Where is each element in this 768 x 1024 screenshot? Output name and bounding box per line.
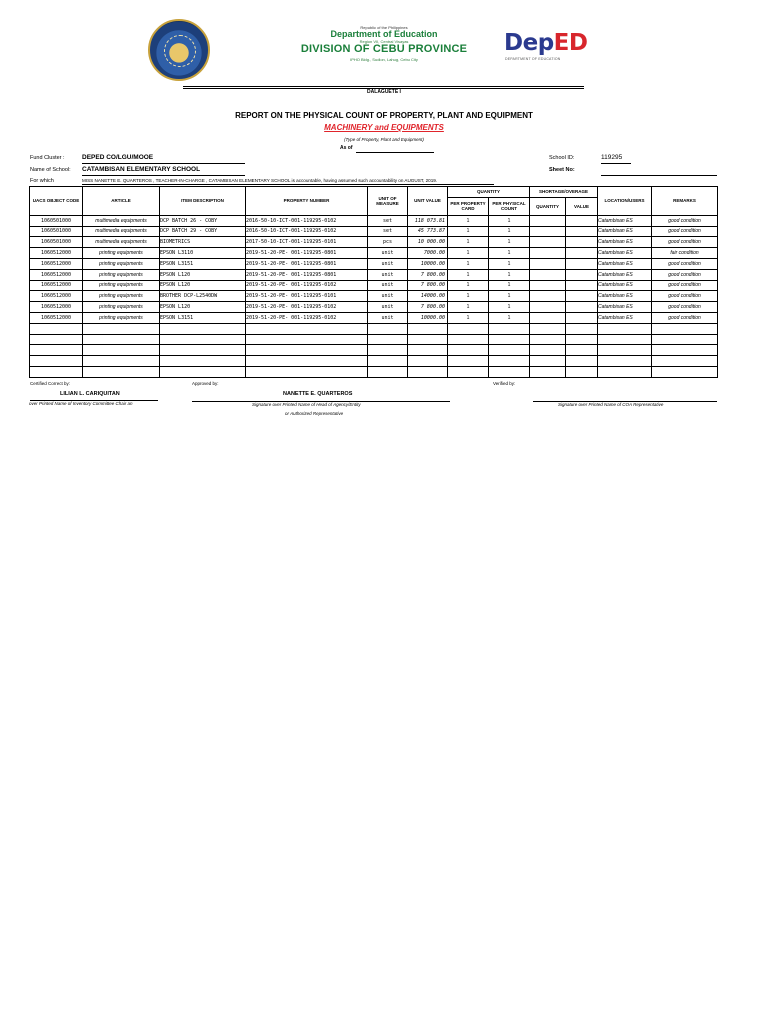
cell-shortage-quantity — [530, 269, 566, 280]
school-name-label: Name of School: — [30, 167, 71, 173]
cell-location: Catambisan ES — [598, 248, 652, 259]
accountability-statement: MISS NANETTE E. QUARTEROS , TEACHER-IN-CHARGE , CATAMBISAN ELEMENTARY SCHOOL is accountable, having assumed such accountability on AUGUST, 2019. — [82, 178, 438, 183]
cell-per-property-card: 1 — [448, 237, 489, 248]
cell-per-physical-count: 1 — [489, 226, 530, 237]
cell-per-property-card — [448, 345, 489, 356]
col-unit-value: UNIT VALUE — [408, 187, 448, 216]
verified-label: Verified by: — [493, 381, 516, 386]
accountability-underline — [82, 184, 494, 185]
cell-property-number: 2019-51-20-PE- 001-119295-0102 — [246, 312, 368, 323]
cell-shortage-value — [566, 291, 598, 302]
cell-article: printing equipments — [83, 248, 160, 259]
cell-per-physical-count: 1 — [489, 291, 530, 302]
col-remarks: REMARKS — [652, 187, 718, 216]
cell-uacs: 1060512000 — [30, 280, 83, 291]
cell-item-description — [160, 334, 246, 345]
cell-unit — [368, 366, 408, 377]
cell-property-number — [246, 323, 368, 334]
sheet-no-underline — [601, 175, 717, 176]
cell-unit-value: 14000.00 — [408, 291, 448, 302]
cell-unit — [368, 345, 408, 356]
cell-per-property-card: 1 — [448, 258, 489, 269]
division-name: DIVISION OF CEBU PROVINCE — [300, 43, 468, 55]
cell-per-property-card — [448, 366, 489, 377]
cell-unit-value: 7 800.00 — [408, 280, 448, 291]
cell-shortage-quantity — [530, 258, 566, 269]
cell-remarks: good condition — [652, 280, 718, 291]
cell-unit-value — [408, 356, 448, 367]
cell-property-number: 2019-51-20-PE- 001-119295-0101 — [246, 291, 368, 302]
blank-row — [30, 334, 718, 345]
cell-unit — [368, 356, 408, 367]
sheet-no-label: Sheet No: — [549, 167, 575, 173]
cell-shortage-value — [566, 237, 598, 248]
cell-shortage-value — [566, 269, 598, 280]
cell-article: printing equipments — [83, 258, 160, 269]
header-rule — [183, 86, 584, 87]
cell-location: Catambisan ES — [598, 215, 652, 226]
cell-property-number: 2017-50-10-ICT-001-119295-0101 — [246, 237, 368, 248]
cell-shortage-value — [566, 226, 598, 237]
cell-article: printing equipments — [83, 280, 160, 291]
verified-caption: Signature over Printed Name of COA Representative — [558, 402, 664, 407]
cell-article — [83, 323, 160, 334]
cell-uacs: 1060512000 — [30, 258, 83, 269]
for-which-label: For which — [30, 178, 54, 184]
cell-uacs — [30, 323, 83, 334]
col-quantity: QUANTITY — [448, 187, 530, 198]
republic-label: Republic of the Philippines — [360, 25, 408, 30]
cell-remarks: good condition — [652, 312, 718, 323]
fund-cluster-value: DEPED CO/LGU/MOOE — [82, 154, 154, 161]
deped-logo — [504, 30, 587, 56]
blank-row — [30, 345, 718, 356]
cell-uacs: 1060512000 — [30, 302, 83, 313]
region-label: Region VII, Central Visayas — [359, 39, 409, 44]
cell-unit-value: 7 800.00 — [408, 302, 448, 313]
approved-caption-1: Signature over Printed Name of Head of Agency/Entity — [252, 402, 361, 407]
deped-logo-part-b: ED — [553, 30, 588, 56]
cell-article: multimedia equipments — [83, 237, 160, 248]
cell-unit-value — [408, 345, 448, 356]
cell-per-property-card — [448, 323, 489, 334]
school-name-underline — [82, 175, 245, 176]
cell-remarks — [652, 366, 718, 377]
table-row — [30, 302, 718, 313]
cell-remarks: good condition — [652, 215, 718, 226]
cell-uacs: 1060512000 — [30, 269, 83, 280]
cell-shortage-quantity — [530, 302, 566, 313]
cell-unit-value: 10 000.00 — [408, 237, 448, 248]
cell-shortage-value — [566, 312, 598, 323]
cell-shortage-value — [566, 356, 598, 367]
cell-article: multimedia equipments — [83, 215, 160, 226]
cell-location — [598, 334, 652, 345]
cell-article — [83, 356, 160, 367]
cell-property-number — [246, 334, 368, 345]
cell-unit: set — [368, 226, 408, 237]
cell-per-property-card: 1 — [448, 226, 489, 237]
col-per-property-card: PER PROPERTY CARD — [448, 197, 489, 215]
as-of-line — [356, 152, 434, 153]
cell-unit-value: 118 073.81 — [408, 215, 448, 226]
table-row — [30, 312, 718, 323]
cell-uacs — [30, 334, 83, 345]
col-item-description: ITEM DESCRIPTION — [160, 187, 246, 216]
cell-uacs: 1060501000 — [30, 226, 83, 237]
cell-uacs: 1060512000 — [30, 312, 83, 323]
cell-unit-value: 7000.00 — [408, 248, 448, 259]
cell-unit: pcs — [368, 237, 408, 248]
cell-shortage-quantity — [530, 345, 566, 356]
school-id-label: School ID: — [549, 155, 575, 161]
cell-per-physical-count: 1 — [489, 280, 530, 291]
cell-property-number: 2016-50-10-ICT-001-119295-0102 — [246, 215, 368, 226]
cell-remarks — [652, 323, 718, 334]
cell-unit-value: 10000.00 — [408, 312, 448, 323]
cell-shortage-quantity — [530, 237, 566, 248]
cell-remarks: good condition — [652, 291, 718, 302]
cell-remarks: good condition — [652, 269, 718, 280]
cell-item-description — [160, 356, 246, 367]
report-title: REPORT ON THE PHYSICAL COUNT OF PROPERTY, PLANT AND EQUIPMENT — [235, 111, 533, 120]
table-row — [30, 291, 718, 302]
cell-per-physical-count — [489, 356, 530, 367]
cell-location: Catambisan ES — [598, 280, 652, 291]
cell-property-number: 2016-50-10-ICT-001-119295-0102 — [246, 226, 368, 237]
cell-item-description: EPSON L3151 — [160, 312, 246, 323]
cell-per-physical-count: 1 — [489, 302, 530, 313]
cell-per-physical-count: 1 — [489, 269, 530, 280]
cell-per-property-card: 1 — [448, 280, 489, 291]
cell-shortage-quantity — [530, 356, 566, 367]
fund-cluster-underline — [82, 163, 245, 164]
cell-unit: unit — [368, 248, 408, 259]
cell-per-property-card: 1 — [448, 215, 489, 226]
ppe-type: MACHINERY and EQUIPMENTS — [324, 123, 444, 132]
cell-property-number: 2019-51-20-PE- 001-119295-0801 — [246, 269, 368, 280]
approved-label: Approved by: — [192, 381, 219, 386]
cell-unit: unit — [368, 291, 408, 302]
certified-caption: over Printed Name of Inventory Committee Chair an — [29, 401, 133, 406]
cell-remarks: good condition — [652, 258, 718, 269]
cell-property-number: 2019-51-20-PE- 001-119295-0801 — [246, 258, 368, 269]
cell-uacs: 1060512000 — [30, 291, 83, 302]
inventory-table — [29, 186, 718, 378]
cell-location — [598, 345, 652, 356]
col-shortage-value: VALUE — [566, 197, 598, 215]
cell-item-description — [160, 323, 246, 334]
ppe-type-caption: (Type of Property, Plant and Equipment) — [344, 137, 424, 142]
cell-per-property-card: 1 — [448, 248, 489, 259]
cell-location: Catambisan ES — [598, 269, 652, 280]
approved-name: NANETTE E. QUARTEROS — [283, 391, 353, 397]
cell-unit — [368, 334, 408, 345]
cell-article: printing equipments — [83, 291, 160, 302]
cell-item-description: BROTHER DCP-L2540DW — [160, 291, 246, 302]
cell-unit: unit — [368, 269, 408, 280]
cell-shortage-value — [566, 345, 598, 356]
cell-per-property-card: 1 — [448, 291, 489, 302]
cell-per-property-card: 1 — [448, 302, 489, 313]
cell-unit-value — [408, 366, 448, 377]
cell-property-number — [246, 356, 368, 367]
cell-property-number — [246, 366, 368, 377]
cell-shortage-value — [566, 248, 598, 259]
cell-property-number — [246, 345, 368, 356]
approved-caption-2: or Authorized Representative — [285, 411, 344, 416]
cell-item-description: EPSON L120 — [160, 269, 246, 280]
cell-unit: unit — [368, 312, 408, 323]
cell-uacs — [30, 366, 83, 377]
school-id-value: 119295 — [601, 154, 623, 161]
cell-item-description: EPSON L3110 — [160, 248, 246, 259]
cell-shortage-value — [566, 302, 598, 313]
table-row — [30, 258, 718, 269]
cell-unit-value: 10000.00 — [408, 258, 448, 269]
cell-per-physical-count: 1 — [489, 312, 530, 323]
blank-row — [30, 356, 718, 367]
district-name: DALAGUETE I — [367, 89, 401, 95]
cell-shortage-quantity — [530, 226, 566, 237]
cell-unit: set — [368, 215, 408, 226]
cell-unit-value — [408, 323, 448, 334]
table-row — [30, 269, 718, 280]
cell-shortage-quantity — [530, 323, 566, 334]
cell-per-property-card: 1 — [448, 269, 489, 280]
cell-per-physical-count: 1 — [489, 237, 530, 248]
department-name: Department of Education — [330, 29, 438, 39]
cell-shortage-value — [566, 334, 598, 345]
col-property-number: PROPERTY NUMBER — [246, 187, 368, 216]
table-row — [30, 237, 718, 248]
cell-article — [83, 366, 160, 377]
cell-shortage-quantity — [530, 280, 566, 291]
cell-shortage-value — [566, 323, 598, 334]
cell-shortage-quantity — [530, 215, 566, 226]
cell-shortage-quantity — [530, 248, 566, 259]
cell-location — [598, 323, 652, 334]
cell-item-description: BIOMETRICS — [160, 237, 246, 248]
cell-per-physical-count — [489, 345, 530, 356]
cell-article — [83, 345, 160, 356]
cell-item-description: DCP BATCH 26 - COBY — [160, 215, 246, 226]
cell-remarks: good condition — [652, 226, 718, 237]
cell-location: Catambisan ES — [598, 226, 652, 237]
cell-property-number: 2019-51-20-PE- 001-119295-0801 — [246, 248, 368, 259]
cell-shortage-quantity — [530, 334, 566, 345]
cell-remarks — [652, 356, 718, 367]
cell-location: Catambisan ES — [598, 291, 652, 302]
cell-article: printing equipments — [83, 312, 160, 323]
cell-uacs: 1060512000 — [30, 248, 83, 259]
cell-location: Catambisan ES — [598, 312, 652, 323]
cell-property-number: 2019-51-20-PE- 001-119295-0102 — [246, 302, 368, 313]
cell-unit-value — [408, 334, 448, 345]
cell-item-description: EPSON L3151 — [160, 258, 246, 269]
cell-property-number: 2019-51-20-PE- 001-119295-0102 — [246, 280, 368, 291]
deped-logo-part-a: Dep — [504, 30, 554, 56]
cell-per-physical-count — [489, 366, 530, 377]
cell-per-physical-count: 1 — [489, 215, 530, 226]
cell-location: Catambisan ES — [598, 258, 652, 269]
school-id-underline — [601, 163, 631, 164]
as-of-label: As of — [340, 145, 353, 151]
col-unit-of-measure: UNIT OF MEASURE — [368, 187, 408, 216]
cell-remarks: fair condition — [652, 248, 718, 259]
school-name-value: CATAMBISAN ELEMENTARY SCHOOL — [82, 166, 201, 173]
cell-remarks — [652, 334, 718, 345]
cell-shortage-value — [566, 280, 598, 291]
cell-location — [598, 366, 652, 377]
cell-location: Catambisan ES — [598, 302, 652, 313]
table-row — [30, 226, 718, 237]
cell-remarks — [652, 345, 718, 356]
division-address: IPHO Bldg., Sudlon, Lahug, Cebu City — [350, 57, 418, 62]
cell-unit: unit — [368, 258, 408, 269]
cell-unit: unit — [368, 280, 408, 291]
cell-per-physical-count: 1 — [489, 248, 530, 259]
table-row — [30, 280, 718, 291]
cell-remarks: good condition — [652, 237, 718, 248]
col-article: ARTICLE — [83, 187, 160, 216]
cell-uacs — [30, 345, 83, 356]
cell-per-physical-count — [489, 323, 530, 334]
col-shortage-quantity: QUANTITY — [530, 197, 566, 215]
cell-unit — [368, 323, 408, 334]
cell-shortage-value — [566, 366, 598, 377]
table-row — [30, 215, 718, 226]
cell-shortage-quantity — [530, 291, 566, 302]
deped-logo-caption: DEPARTMENT OF EDUCATION — [505, 57, 561, 61]
cell-location: Catambisan ES — [598, 237, 652, 248]
table-row — [30, 248, 718, 259]
cell-per-property-card — [448, 356, 489, 367]
col-per-physical-count: PER PHYSICAL COUNT — [489, 197, 530, 215]
cell-article: printing equipments — [83, 269, 160, 280]
cell-item-description: EPSON L120 — [160, 302, 246, 313]
cell-unit-value: 7 800.00 — [408, 269, 448, 280]
cell-shortage-value — [566, 258, 598, 269]
cell-item-description — [160, 345, 246, 356]
cell-per-property-card — [448, 334, 489, 345]
cell-uacs — [30, 356, 83, 367]
cell-uacs: 1060501000 — [30, 237, 83, 248]
cell-item-description — [160, 366, 246, 377]
fund-cluster-label: Fund Cluster : — [30, 155, 65, 161]
certified-label: Certified Correct by: — [30, 381, 71, 386]
cell-uacs: 1060501000 — [30, 215, 83, 226]
cell-shortage-quantity — [530, 366, 566, 377]
cell-article: printing equipments — [83, 302, 160, 313]
cell-shortage-value — [566, 215, 598, 226]
blank-row — [30, 323, 718, 334]
cell-remarks: good condition — [652, 302, 718, 313]
cell-article: multimedia equipments — [83, 226, 160, 237]
col-location-users: LOCATION/USERS — [598, 187, 652, 216]
cell-per-physical-count — [489, 334, 530, 345]
cell-unit-value: 45 773.87 — [408, 226, 448, 237]
blank-row — [30, 366, 718, 377]
cell-shortage-quantity — [530, 312, 566, 323]
cell-unit: unit — [368, 302, 408, 313]
col-shortage-overage: SHORTAGE/OVERAGE — [530, 187, 598, 198]
cell-item-description: EPSON L120 — [160, 280, 246, 291]
cell-item-description: DCP BATCH 29 - COBY — [160, 226, 246, 237]
col-uacs: UACS OBJECT CODE — [30, 187, 83, 216]
cell-location — [598, 356, 652, 367]
cell-per-physical-count: 1 — [489, 258, 530, 269]
certified-name: LILIAN L. CARIQUITAN — [60, 391, 120, 397]
cell-per-property-card: 1 — [448, 312, 489, 323]
cell-article — [83, 334, 160, 345]
